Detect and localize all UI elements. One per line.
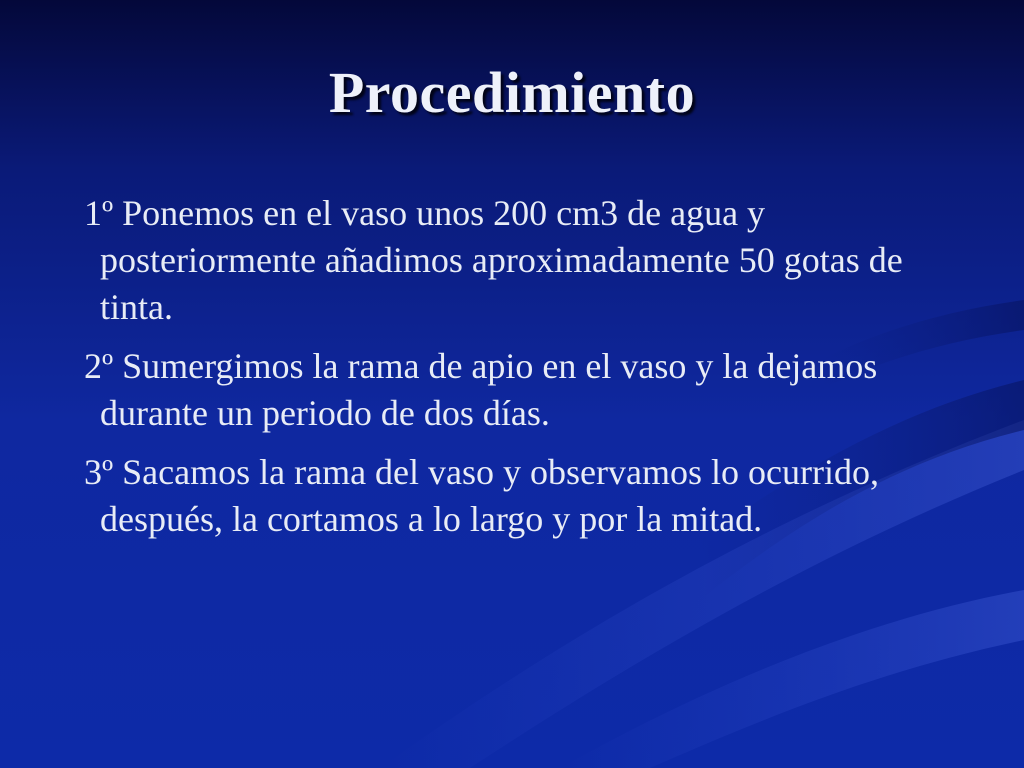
steps-list [62, 190, 972, 555]
step-item-3: 3º Sacamos la rama del vaso y observamos lo ocurrido, después, la cortamos a lo largo y por la mitad. [84, 452, 879, 539]
step-item-2: 2º Sumergimos la rama de apio en el vaso y la dejamos durante un periodo de dos días. [84, 346, 878, 433]
step-item-1: 1º Ponemos en el vaso unos 200 cm3 de agua y posteriormente añadimos aproximadamente 50 gotas de tinta. [84, 193, 903, 327]
slide-title: Procedimiento [328, 60, 696, 125]
